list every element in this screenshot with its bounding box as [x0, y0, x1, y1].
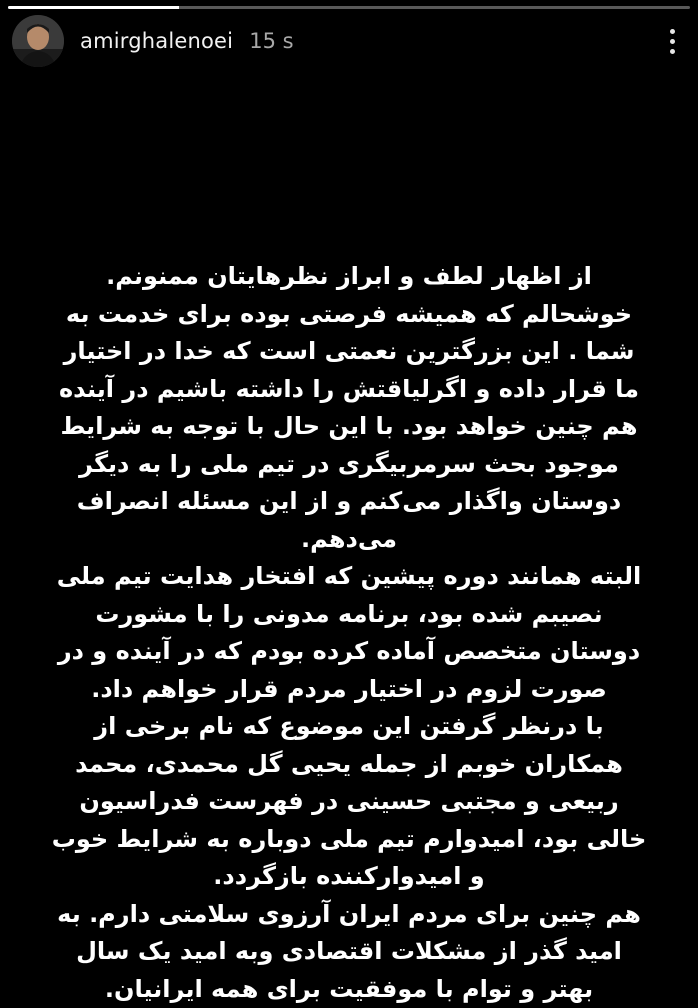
avatar-icon: [12, 15, 64, 67]
story-progress-fill: [8, 6, 179, 9]
story-progress-bar: [8, 6, 690, 9]
story-paragraph: با درنظر گرفتن این موضوع که نام برخی از همکاران خوبم از جمله یحیی گل محمدی، محمد ربیعی و مجتبی حسینی در فهرست فدراسیون خالی بود، امیدوارم تیم ملی دوباره به شرایط خوب و امیدوارکننده بازگردد.: [48, 708, 650, 896]
more-vertical-icon-dot: [670, 49, 675, 54]
more-options-button[interactable]: [658, 21, 686, 61]
story-paragraph: البته همانند دوره پیشین که افتخار هدایت تیم ملی نصیبم شده بود، برنامه مدونی را با مشورت دوستان متخصص آماده کرده بودم که در آینده و در صورت لزوم در اختیار مردم قرار خواهم داد.: [48, 558, 650, 708]
story-timestamp: 15 s: [249, 29, 293, 53]
story-header: [12, 14, 686, 68]
profile-avatar[interactable]: [12, 15, 64, 67]
username[interactable]: amirghalenoei: [80, 29, 233, 53]
more-vertical-icon-dot: [670, 39, 675, 44]
story-paragraph: از اظهار لطف و ابراز نظرهایتان ممنونم. خوشحالم که همیشه فرصتی بوده برای خدمت به شما . این بزرگترین نعمتی است که خدا در اختیار ما قرار داده و اگرلیاقتش را داشته باشیم در آینده هم چنین خواهد بود. با این حال با توجه به شرایط موجود بحث سرمربیگری در تیم ملی را به دیگر دوستان واگذار می‌کنم و از این مسئله انصراف می‌دهم.: [48, 258, 650, 558]
story-text-body: [48, 258, 650, 1008]
story-paragraph: هم چنین برای مردم ایران آرزوی سلامتی دارم. به امید گذر از مشکلات اقتصادی وبه امید یک سال بهتر و توام با موفقیت برای همه ایرانیان.: [48, 896, 650, 1008]
more-vertical-icon: [670, 29, 675, 34]
